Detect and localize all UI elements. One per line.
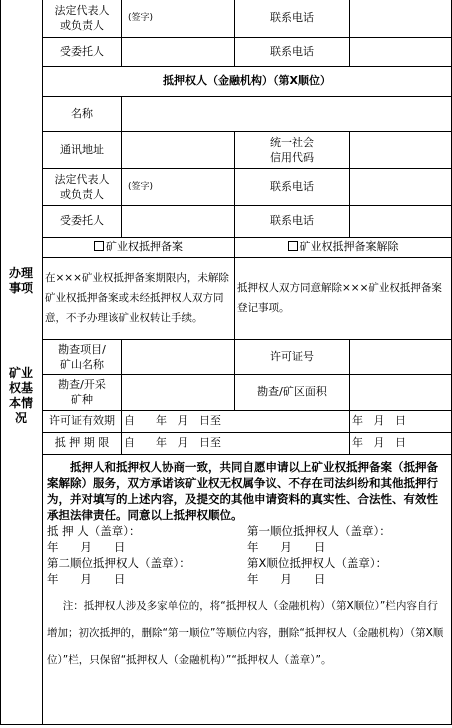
mortgagor-date: 年 月 日: [47, 539, 126, 554]
project-name-label: 勘查项目/ 矿山名称: [43, 339, 122, 374]
mortgagee-name-field[interactable]: [122, 96, 452, 131]
mortgagee-agent-contact-field[interactable]: [350, 205, 452, 237]
checkbox-icon[interactable]: [94, 241, 104, 251]
license-number-label: 许可证号: [235, 339, 350, 374]
mortgage-period-to[interactable]: 年 月 日: [350, 432, 452, 454]
agent-field[interactable]: [122, 37, 235, 66]
note-text: 注：抵押权人涉及多家单位的，将“抵押权人（金融机构）（第X顺位）”栏内容自行增加；初次抵押的，删除“第一顺位”等顺位内容，删除“抵押权人（金融机构）（第X顺位）”栏，只保留“抵押权人（金融机构）”“抵押权人（盖章）”。: [47, 599, 444, 666]
mortgagor-seal-label: 抵 押 人（盖章）：: [47, 523, 141, 538]
contact-field[interactable]: [350, 0, 452, 37]
license-number-field[interactable]: [350, 339, 452, 374]
x-mortgagee-seal-label: 第X顺位抵押权人（盖章）：: [247, 555, 388, 570]
mineral-type-field[interactable]: [122, 374, 235, 410]
mortgagee-name-label: 名称: [43, 96, 122, 131]
mortgagee-contact-label: 联系电话: [235, 168, 350, 205]
cancel-description: 抵押权人双方同意解除×××矿业权抵押备案登记事项。: [235, 257, 452, 339]
mineral-type-label: 勘查/开采 矿种: [43, 374, 122, 410]
option-record-label: 矿业权抵押备案: [106, 240, 183, 253]
legal-rep-label: 法定代表人 或负责人: [43, 0, 122, 37]
mortgagee-agent-contact-label: 联系电话: [235, 205, 350, 237]
mortgagee-address-label: 通讯地址: [43, 131, 122, 168]
contact-label: 联系电话: [235, 0, 350, 37]
record-description: 在×××矿业权抵押备案期限内，未解除矿业权抵押备案或未经抵押权人双方同意，不予办理该矿业权转让手续。: [43, 257, 235, 339]
agent-contact-field[interactable]: [350, 37, 452, 66]
license-period-from[interactable]: 自 年 月 日至: [122, 410, 350, 432]
left-margin-column: [1, 0, 43, 724]
statement-block: [43, 454, 452, 724]
license-period-to[interactable]: 年 月 日: [350, 410, 452, 432]
mortgage-period-from[interactable]: 自 年 月 日至: [122, 432, 350, 454]
mortgagee-address-field[interactable]: [122, 131, 235, 168]
second-mortgagee-seal-label: 第二顺位抵押权人（盖章）：: [47, 555, 191, 570]
mortgagee-header: 抵押权人（金融机构）（第X顺位）: [43, 66, 452, 96]
agent-contact-label: 联系电话: [235, 37, 350, 66]
option-cancel[interactable]: [235, 237, 452, 257]
mortgage-period-label: 抵 押 期 限: [43, 432, 122, 454]
option-cancel-label: 矿业权抵押备案解除: [299, 240, 399, 253]
project-name-field[interactable]: [122, 339, 235, 374]
credit-code-field[interactable]: [350, 131, 452, 168]
statement-text: 抵押人和抵押权人协商一致，共同自愿申请以上矿业权抵押备案（抵押备案解除）服务，双方承诺该矿业权无权属争议、不存在司法纠纷和其他抵押行为，并对填写的上述内容，及提交的其他申请资料的真实性、合法性、有效性承担法律责任。同意以上抵押权顺位。: [47, 459, 438, 522]
license-period-label: 许可证有效期: [43, 410, 122, 432]
mortgagee-agent-field[interactable]: [122, 205, 235, 237]
mortgagee-legal-rep-sign-field[interactable]: (签字): [122, 168, 235, 205]
mineral-side-label: 矿业 权基 本情 况: [8, 366, 33, 425]
checkbox-icon[interactable]: [288, 241, 298, 251]
x-mortgagee-date: 年 月 日: [247, 571, 326, 586]
credit-code-label: 统一社会 信用代码: [235, 131, 350, 168]
mortgagee-contact-field[interactable]: [350, 168, 452, 205]
legal-rep-sign-field[interactable]: (签字): [122, 0, 235, 37]
area-field[interactable]: [350, 374, 452, 410]
option-record[interactable]: [43, 237, 235, 257]
first-mortgagee-date: 年 月 日: [247, 539, 326, 554]
mortgagee-agent-label: 受委托人: [43, 205, 122, 237]
agent-label: 受委托人: [43, 37, 122, 66]
mortgagee-legal-rep-label: 法定代表人 或负责人: [43, 168, 122, 205]
area-label: 勘查/矿区面积: [235, 374, 350, 410]
first-mortgagee-seal-label: 第一顺位抵押权人（盖章）：: [247, 523, 391, 538]
second-mortgagee-date: 年 月 日: [47, 571, 126, 586]
business-side-label: 办理 事项: [8, 266, 33, 295]
